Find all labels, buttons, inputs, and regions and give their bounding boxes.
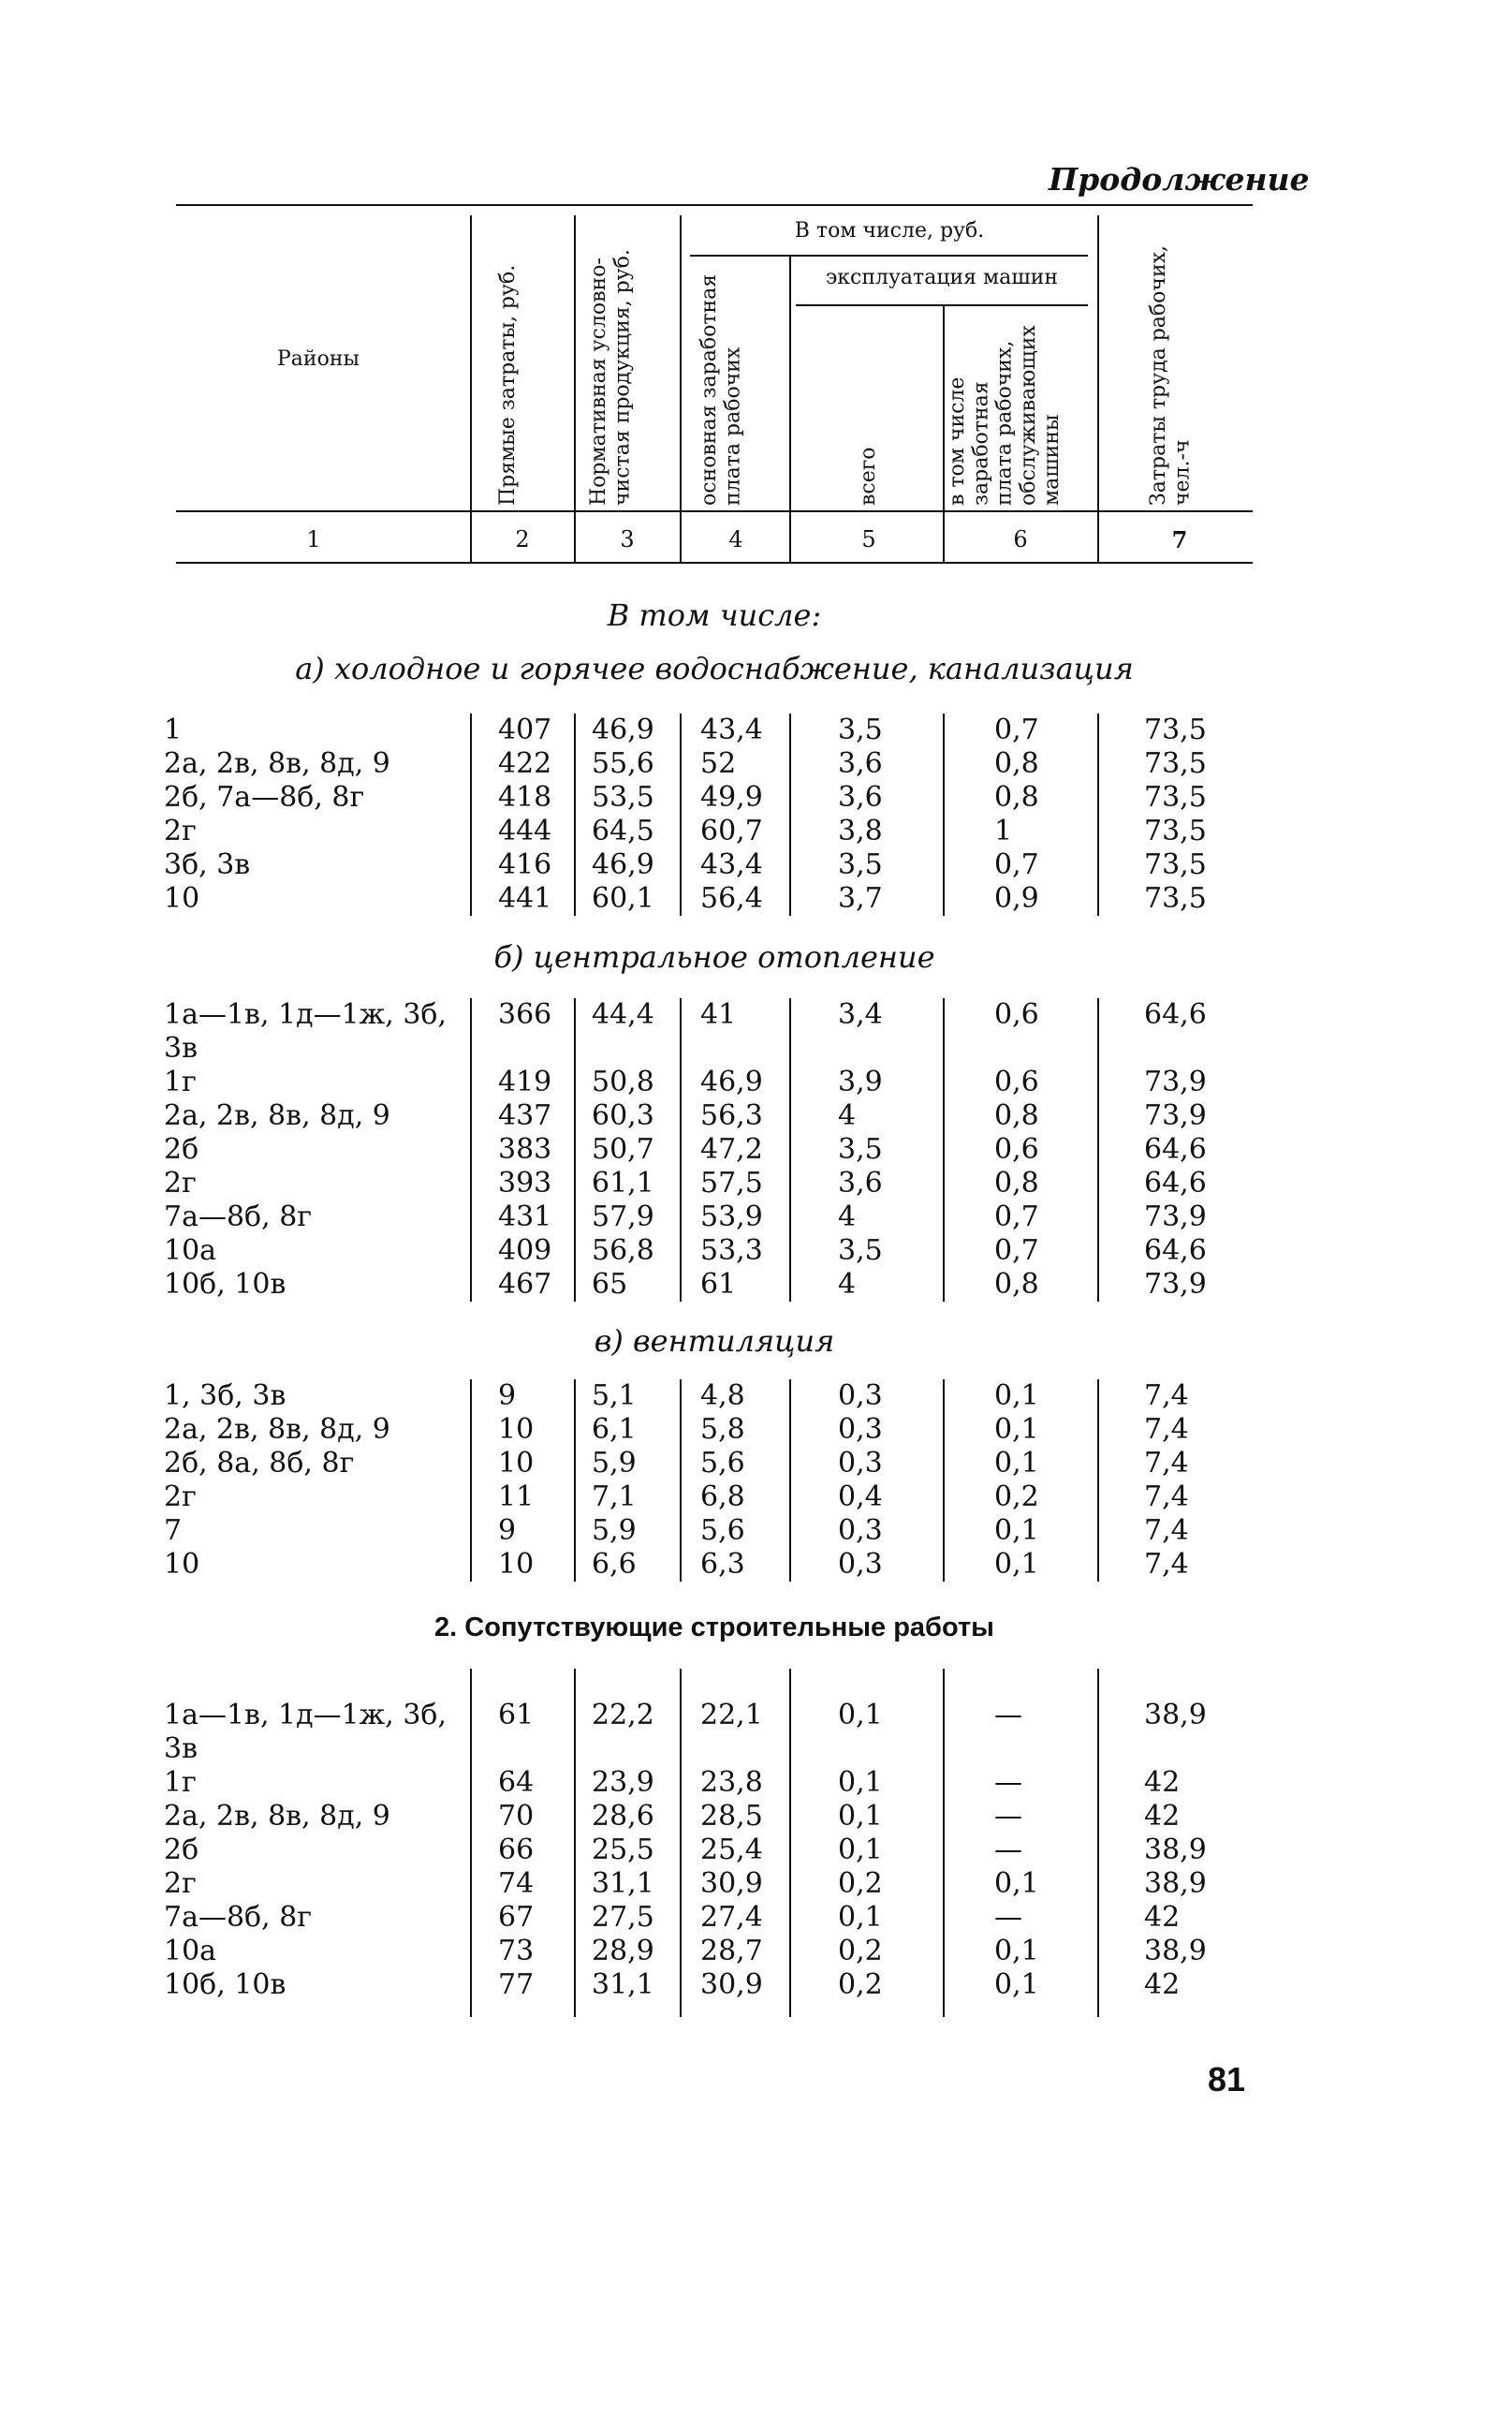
value-cell: 73	[498, 1935, 535, 1967]
district-cell: 2б	[164, 1833, 199, 1866]
value-cell: 10	[498, 1447, 535, 1480]
value-cell: 0,1	[994, 1413, 1039, 1446]
value-cell: 0,1	[838, 1766, 883, 1799]
body-vsep	[470, 998, 472, 1302]
table-row	[0, 1766, 1512, 1800]
col-number: 1	[306, 526, 321, 552]
value-cell: 49,9	[700, 781, 763, 814]
value-cell: 23,8	[700, 1766, 763, 1799]
district-cell: 2а, 2в, 8в, 8д, 9	[164, 1413, 390, 1446]
table-row	[0, 1800, 1512, 1833]
section-title: в) вентиляция	[594, 1323, 835, 1359]
district-cell: 2а, 2в, 8в, 8д, 9	[164, 1800, 390, 1833]
value-cell: 5,8	[700, 1413, 745, 1446]
value-cell: 47,2	[700, 1133, 763, 1166]
section-title: б) центральное отопление	[493, 939, 935, 975]
value-cell: 0,1	[838, 1800, 883, 1833]
value-cell: —	[994, 1766, 1022, 1799]
value-cell: 22,2	[592, 1699, 654, 1731]
value-cell: 7,4	[1144, 1480, 1189, 1513]
col-number: 4	[728, 526, 743, 552]
table-row	[0, 1548, 1512, 1582]
rows-group	[0, 1699, 1512, 2002]
header-mid-rule	[176, 510, 1253, 512]
value-cell: 57,5	[700, 1167, 763, 1200]
table-row	[0, 882, 1512, 916]
value-cell: 73,5	[1144, 747, 1207, 780]
value-cell: 38,9	[1144, 1867, 1207, 1900]
value-cell: 42	[1144, 1968, 1181, 2001]
value-cell: 73,9	[1144, 1099, 1207, 1132]
district-cell: 3в	[164, 1032, 198, 1065]
table-row	[0, 1066, 1512, 1099]
value-cell: 38,9	[1144, 1699, 1207, 1731]
value-cell: 64	[498, 1766, 535, 1799]
value-cell: 4	[838, 1268, 857, 1301]
value-cell: 3,6	[838, 781, 883, 814]
value-cell: 73,5	[1144, 848, 1207, 881]
value-cell: 3,4	[838, 998, 883, 1031]
value-cell: 31,1	[592, 1968, 654, 2001]
value-cell: 6,1	[592, 1413, 637, 1446]
value-cell: 53,3	[700, 1234, 763, 1267]
value-cell: 3,5	[838, 1234, 883, 1267]
table-row	[0, 1234, 1512, 1268]
value-cell: 0,6	[994, 998, 1039, 1031]
header-bottom-rule	[176, 562, 1253, 564]
value-cell: 0,1	[994, 1935, 1039, 1967]
district-cell: 2г	[164, 1167, 197, 1200]
value-cell: 66	[498, 1833, 535, 1866]
district-cell: 1г	[164, 1066, 197, 1098]
value-cell: 6,6	[592, 1548, 637, 1581]
value-cell: 3,8	[838, 815, 883, 847]
value-cell: 0,1	[994, 1968, 1039, 2001]
value-cell: 60,3	[592, 1099, 654, 1132]
col-header-normative-product: Нормативная условно-чистая продукция, руб.	[587, 249, 635, 506]
value-cell: 419	[498, 1066, 552, 1098]
body-vsep	[789, 1379, 791, 1582]
value-cell: 0,1	[838, 1699, 883, 1731]
header-vsep	[680, 215, 682, 562]
table-row	[0, 1032, 1512, 1066]
value-cell: 0,7	[994, 714, 1039, 746]
body-vsep	[680, 1379, 682, 1582]
value-cell: 366	[498, 998, 552, 1031]
table-row	[0, 1099, 1512, 1133]
value-cell: 3,9	[838, 1066, 883, 1098]
intro-heading: В том числе:	[607, 597, 822, 633]
value-cell: 7,4	[1144, 1447, 1189, 1480]
section-title: а) холодное и горячее водоснабжение, канализация	[295, 651, 1134, 686]
district-cell: 1г	[164, 1766, 197, 1799]
value-cell: 64,6	[1144, 1133, 1207, 1166]
value-cell: 23,9	[592, 1766, 654, 1799]
value-cell: 0,8	[994, 747, 1039, 780]
value-cell: 73,9	[1144, 1066, 1207, 1098]
value-cell: 46,9	[592, 714, 654, 746]
table-row	[0, 815, 1512, 848]
value-cell: 0,3	[838, 1379, 883, 1412]
district-cell: 1а—1в, 1д—1ж, 3б,	[164, 998, 448, 1031]
value-cell: 42	[1144, 1901, 1181, 1934]
table-row	[0, 1167, 1512, 1200]
col-header-districts: Районы	[277, 347, 360, 371]
value-cell: 25,4	[700, 1833, 763, 1866]
value-cell: 3,5	[838, 1133, 883, 1166]
value-cell: 0,8	[994, 1099, 1039, 1132]
value-cell: 30,9	[700, 1968, 763, 2001]
value-cell: 38,9	[1144, 1833, 1207, 1866]
body-vsep	[680, 998, 682, 1302]
value-cell: 0,1	[994, 1867, 1039, 1900]
value-cell: 7,1	[592, 1480, 637, 1513]
value-cell: 0,6	[994, 1066, 1039, 1098]
rows-group	[0, 1379, 1512, 1582]
value-cell: 52	[700, 747, 737, 780]
value-cell: 57,9	[592, 1200, 654, 1233]
district-cell: 2б	[164, 1133, 199, 1166]
value-cell: 56,3	[700, 1099, 763, 1132]
table-row	[0, 1413, 1512, 1447]
value-cell: 10	[498, 1413, 535, 1446]
value-cell: 0,8	[994, 1167, 1039, 1200]
value-cell: 43,4	[700, 848, 763, 881]
value-cell: 64,6	[1144, 1167, 1207, 1200]
value-cell: 43,4	[700, 714, 763, 746]
col-number: 3	[620, 526, 635, 552]
value-cell: 11	[498, 1480, 535, 1513]
value-cell: 5,9	[592, 1514, 637, 1547]
district-cell: 1а—1в, 1д—1ж, 3б,	[164, 1699, 448, 1731]
rows-group	[0, 998, 1512, 1302]
value-cell: 0,8	[994, 1268, 1039, 1301]
value-cell: 7,4	[1144, 1514, 1189, 1547]
header-vsep	[470, 215, 472, 562]
value-cell: 0,1	[994, 1379, 1039, 1412]
body-vsep	[943, 1379, 945, 1582]
value-cell: 1	[994, 815, 1013, 847]
value-cell: 0,3	[838, 1548, 883, 1581]
district-cell: 10а	[164, 1234, 217, 1267]
value-cell: 73,9	[1144, 1200, 1207, 1233]
value-cell: 6,8	[700, 1480, 745, 1513]
header-vsep	[1097, 215, 1099, 562]
value-cell: 53,5	[592, 781, 654, 814]
value-cell: 467	[498, 1268, 552, 1301]
page-number: 81	[1208, 2060, 1246, 2098]
table-row	[0, 1833, 1512, 1867]
value-cell: 50,7	[592, 1133, 654, 1166]
value-cell: 431	[498, 1200, 552, 1233]
value-cell: 67	[498, 1901, 535, 1934]
value-cell: 9	[498, 1514, 517, 1547]
col-number: 6	[1013, 526, 1028, 552]
col-number: 5	[861, 526, 876, 552]
value-cell: 25,5	[592, 1833, 654, 1866]
value-cell: 6,3	[700, 1548, 745, 1581]
value-cell: 0,3	[838, 1514, 883, 1547]
value-cell: 441	[498, 882, 552, 915]
value-cell: 41	[700, 998, 737, 1031]
value-cell: 3,5	[838, 714, 883, 746]
value-cell: 73,9	[1144, 1268, 1207, 1301]
body-vsep	[943, 998, 945, 1302]
value-cell: 0,7	[994, 1234, 1039, 1267]
value-cell: 0,8	[994, 781, 1039, 814]
table-row	[0, 1379, 1512, 1413]
header-vsep	[943, 304, 945, 562]
value-cell: 418	[498, 781, 552, 814]
district-cell: 2б, 8а, 8б, 8г	[164, 1447, 355, 1480]
value-cell: 3,6	[838, 747, 883, 780]
table-row	[0, 747, 1512, 781]
value-cell: 0,1	[994, 1447, 1039, 1480]
table-row	[0, 1480, 1512, 1514]
value-cell: 61	[498, 1699, 535, 1731]
district-cell: 2г	[164, 1480, 197, 1513]
table-row	[0, 1514, 1512, 1548]
header-top-rule	[176, 204, 1253, 206]
value-cell: 0,1	[838, 1901, 883, 1934]
value-cell: 27,4	[700, 1901, 763, 1934]
value-cell: 3,5	[838, 848, 883, 881]
value-cell: 73,5	[1144, 714, 1207, 746]
section-title: 2. Сопутствующие строительные работы	[434, 1612, 994, 1642]
value-cell: —	[994, 1901, 1022, 1934]
col-header-group: В том числе, руб.	[794, 219, 985, 243]
district-cell: 2а, 2в, 8в, 8д, 9	[164, 747, 390, 780]
table-row	[0, 1901, 1512, 1935]
district-cell: 3в	[164, 1732, 198, 1765]
value-cell: 7,4	[1144, 1548, 1189, 1581]
table-row	[0, 998, 1512, 1032]
value-cell: 60,1	[592, 882, 654, 915]
col-header-machine-wage: в том числе заработная плата рабочих, обслуживающих машины	[946, 325, 1064, 506]
value-cell: 46,9	[592, 848, 654, 881]
value-cell: 0,2	[838, 1968, 883, 2001]
body-vsep	[574, 998, 576, 1302]
body-vsep	[680, 1669, 682, 2017]
value-cell: 61,1	[592, 1167, 654, 1200]
table-row	[0, 1935, 1512, 1968]
value-cell: —	[994, 1833, 1022, 1866]
col-number: 2	[515, 526, 530, 552]
value-cell: 65	[592, 1268, 628, 1301]
value-cell: 42	[1144, 1800, 1181, 1833]
value-cell: 5,1	[592, 1379, 637, 1412]
value-cell: 55,6	[592, 747, 654, 780]
value-cell: 4,8	[700, 1379, 745, 1412]
col-header-direct-costs: Прямые затраты, руб.	[496, 264, 520, 506]
value-cell: 44,4	[592, 998, 654, 1031]
value-cell: 28,6	[592, 1800, 654, 1833]
value-cell: 50,8	[592, 1066, 654, 1098]
value-cell: 0,7	[994, 848, 1039, 881]
body-vsep	[574, 1669, 576, 2017]
col-header-base-wage: основная заработная плата рабочих	[697, 273, 745, 506]
col-header-labor: Затраты труда рабочих, чел.-ч	[1147, 244, 1195, 506]
value-cell: 4	[838, 1099, 857, 1132]
body-vsep	[943, 1669, 945, 2017]
value-cell: 31,1	[592, 1867, 654, 1900]
value-cell: 22,1	[700, 1699, 763, 1731]
group-rule	[690, 255, 1088, 257]
body-vsep	[943, 714, 945, 916]
value-cell: 70	[498, 1800, 535, 1833]
value-cell: 0,4	[838, 1480, 883, 1513]
value-cell: 5,6	[700, 1514, 745, 1547]
value-cell: 0,2	[838, 1935, 883, 1967]
col-header-machines: эксплуатация машин	[825, 266, 1059, 289]
value-cell: 77	[498, 1968, 535, 2001]
value-cell: 10	[498, 1548, 535, 1581]
value-cell: 4	[838, 1200, 857, 1233]
value-cell: 0,9	[994, 882, 1039, 915]
body-vsep	[470, 1669, 472, 2017]
table-row	[0, 1447, 1512, 1480]
value-cell: 56,4	[700, 882, 763, 915]
district-cell: 10	[164, 882, 200, 915]
value-cell: 73,5	[1144, 815, 1207, 847]
value-cell: 5,6	[700, 1447, 745, 1480]
table-row	[0, 1268, 1512, 1302]
table-row	[0, 781, 1512, 815]
header-vsep	[574, 215, 576, 562]
value-cell: 3,7	[838, 882, 883, 915]
table-row	[0, 1133, 1512, 1167]
value-cell: 0,6	[994, 1133, 1039, 1166]
value-cell: 30,9	[700, 1867, 763, 1900]
value-cell: 409	[498, 1234, 552, 1267]
district-cell: 10б, 10в	[164, 1268, 286, 1301]
body-vsep	[574, 714, 576, 916]
table-row	[0, 1968, 1512, 2002]
value-cell: 7,4	[1144, 1413, 1189, 1446]
body-vsep	[1097, 714, 1099, 916]
table-row	[0, 1200, 1512, 1234]
body-vsep	[1097, 998, 1099, 1302]
value-cell: 28,7	[700, 1935, 763, 1967]
district-cell: 2б, 7а—8б, 8г	[164, 781, 365, 814]
value-cell: 38,9	[1144, 1935, 1207, 1967]
value-cell: 407	[498, 714, 552, 746]
value-cell: 42	[1144, 1766, 1181, 1799]
district-cell: 10а	[164, 1935, 217, 1967]
district-cell: 7	[164, 1514, 183, 1547]
value-cell: 46,9	[700, 1066, 763, 1098]
value-cell: 5,9	[592, 1447, 637, 1480]
value-cell: —	[994, 1800, 1022, 1833]
value-cell: 9	[498, 1379, 517, 1412]
value-cell: 0,1	[838, 1833, 883, 1866]
value-cell: 73,5	[1144, 781, 1207, 814]
value-cell: 0,1	[994, 1514, 1039, 1547]
value-cell: 27,5	[592, 1901, 654, 1934]
machines-rule	[796, 304, 1088, 306]
district-cell: 2г	[164, 1867, 197, 1900]
district-cell: 10б, 10в	[164, 1968, 286, 2001]
header-vsep	[789, 255, 791, 562]
table-row	[0, 714, 1512, 747]
value-cell: 60,7	[700, 815, 763, 847]
value-cell: 383	[498, 1133, 552, 1166]
body-vsep	[789, 714, 791, 916]
value-cell: 0,2	[994, 1480, 1039, 1513]
col-number: 7	[1171, 526, 1188, 553]
body-vsep	[1097, 1379, 1099, 1582]
value-cell: 73,5	[1144, 882, 1207, 915]
value-cell: 444	[498, 815, 552, 847]
table-row	[0, 1699, 1512, 1732]
district-cell: 7а—8б, 8г	[164, 1200, 312, 1233]
value-cell: 64,5	[592, 815, 654, 847]
body-vsep	[470, 714, 472, 916]
value-cell: 416	[498, 848, 552, 881]
value-cell: 7,4	[1144, 1379, 1189, 1412]
value-cell: 0,2	[838, 1867, 883, 1900]
body-vsep	[1097, 1669, 1099, 2017]
value-cell: 64,6	[1144, 998, 1207, 1031]
body-vsep	[789, 1669, 791, 2017]
value-cell: 0,3	[838, 1413, 883, 1446]
district-cell: 2а, 2в, 8в, 8д, 9	[164, 1099, 390, 1132]
district-cell: 2г	[164, 815, 197, 847]
value-cell: 28,9	[592, 1935, 654, 1967]
value-cell: 61	[700, 1268, 737, 1301]
table-row	[0, 1732, 1512, 1766]
value-cell: 74	[498, 1867, 535, 1900]
value-cell: 393	[498, 1167, 552, 1200]
district-cell: 10	[164, 1548, 200, 1581]
district-cell: 1, 3б, 3в	[164, 1379, 286, 1412]
body-vsep	[574, 1379, 576, 1582]
district-cell: 3б, 3в	[164, 848, 251, 881]
value-cell: 0,1	[994, 1548, 1039, 1581]
value-cell: 3,6	[838, 1167, 883, 1200]
value-cell: 422	[498, 747, 552, 780]
value-cell: 28,5	[700, 1800, 763, 1833]
body-vsep	[470, 1379, 472, 1582]
body-vsep	[789, 998, 791, 1302]
district-cell: 1	[164, 714, 183, 746]
value-cell: 0,3	[838, 1447, 883, 1480]
value-cell: 64,6	[1144, 1234, 1207, 1267]
table-row	[0, 1867, 1512, 1901]
rows-group	[0, 714, 1512, 916]
value-cell: 53,9	[700, 1200, 763, 1233]
table-row	[0, 848, 1512, 882]
value-cell: —	[994, 1699, 1022, 1731]
continuation-label: Продолжение	[1049, 161, 1310, 198]
value-cell: 56,8	[592, 1234, 654, 1267]
value-cell: 0,7	[994, 1200, 1039, 1233]
body-vsep	[680, 714, 682, 916]
value-cell: 437	[498, 1099, 552, 1132]
col-header-total: всего	[857, 447, 880, 506]
district-cell: 7а—8б, 8г	[164, 1901, 312, 1934]
